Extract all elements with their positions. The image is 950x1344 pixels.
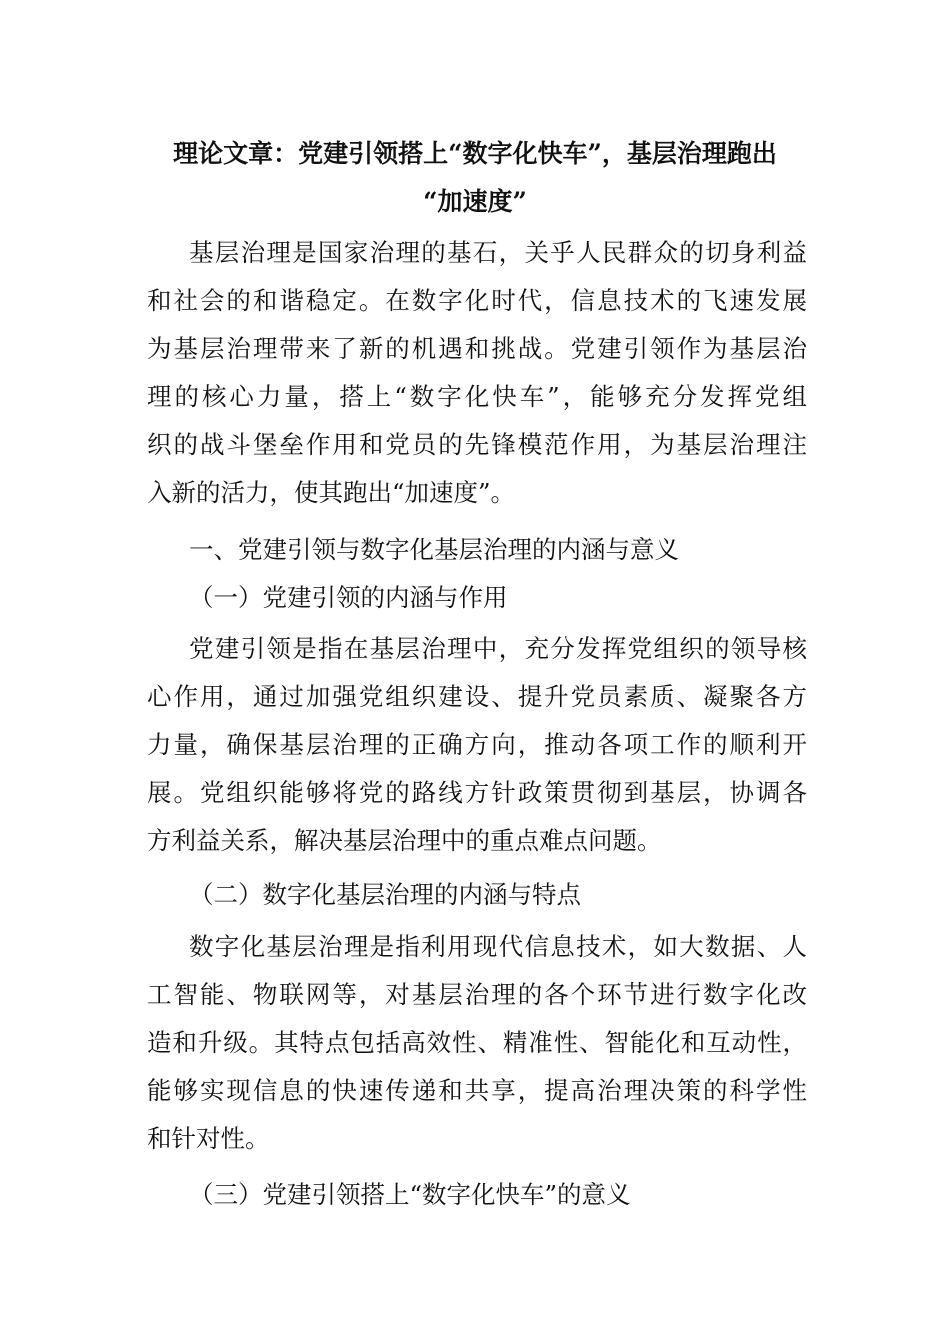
paragraph-line: 能够实现信息的快速传递和共享，提高治理决策的科学性	[147, 1076, 807, 1105]
document-title-line-2: “加速度”	[423, 187, 527, 216]
paragraph-line: 数字化基层治理是指利用现代信息技术，如大数据、人	[189, 932, 807, 961]
subsection-heading: （三）党建引领搭上“数字化快车”的意义	[189, 1180, 631, 1209]
paragraph-line: 展。党组织能够将党的路线方针政策贯彻到基层，协调各	[147, 778, 807, 807]
intro-paragraph-line: 入新的活力，使其跑出“加速度”。	[147, 478, 516, 507]
paragraph-line: 和针对性。	[147, 1124, 270, 1153]
subsection-heading: （一）党建引领的内涵与作用	[189, 583, 508, 612]
intro-paragraph-line: 和社会的和谐稳定。在数字化时代，信息技术的飞速发展	[147, 286, 807, 315]
paragraph-line: 工智能、物联网等，对基层治理的各个环节进行数字化改	[147, 980, 807, 1009]
paragraph-line: 党建引领是指在基层治理中，充分发挥党组织的领导核	[189, 634, 807, 663]
paragraph-line: 方利益关系，解决基层治理中的重点难点问题。	[147, 826, 662, 855]
intro-paragraph-line: 织的战斗堡垒作用和党员的先锋模范作用，为基层治理注	[147, 430, 807, 459]
subsection-heading: （二）数字化基层治理的内涵与特点	[189, 880, 581, 909]
intro-paragraph-line: 为基层治理带来了新的机遇和挑战。党建引领作为基层治	[147, 334, 807, 363]
intro-paragraph-line: 基层治理是国家治理的基石，关乎人民群众的切身利益	[189, 238, 807, 267]
paragraph-line: 心作用，通过加强党组织建设、提升党员素质、凝聚各方	[147, 682, 807, 711]
paragraph-line: 力量，确保基层治理的正确方向，推动各项工作的顺利开	[147, 730, 807, 759]
section-heading: 一、党建引领与数字化基层治理的内涵与意义	[189, 535, 679, 564]
document-title-line-1: 理论文章：党建引领搭上“数字化快车”，基层治理跑出	[173, 139, 777, 168]
paragraph-line: 造和升级。其特点包括高效性、精准性、智能化和互动性，	[147, 1028, 807, 1057]
intro-paragraph-line: 理的核心力量，搭上“数字化快车”，能够充分发挥党组	[147, 382, 807, 411]
